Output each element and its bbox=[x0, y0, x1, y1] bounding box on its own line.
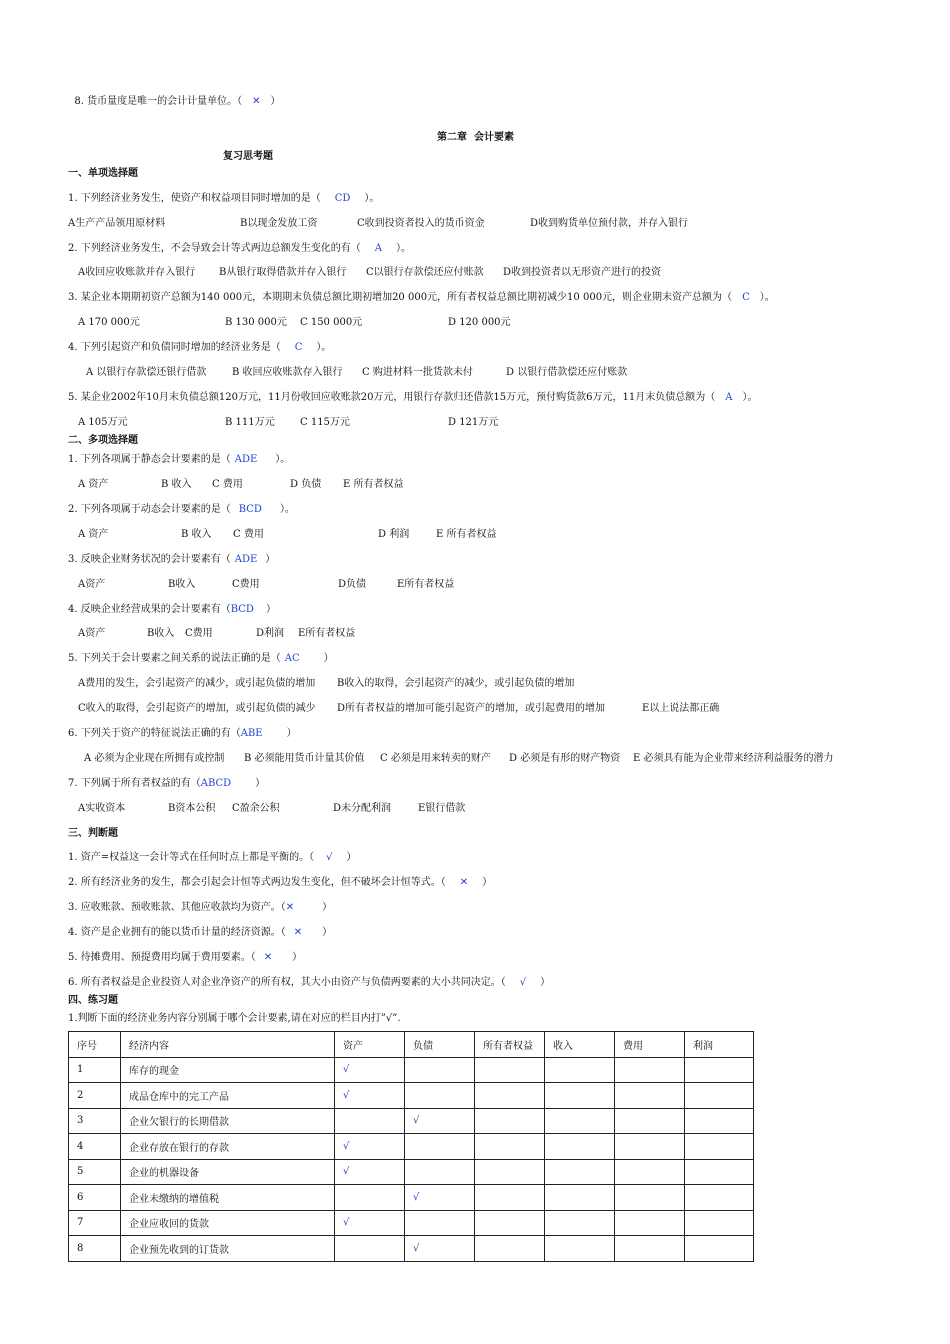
check-cell bbox=[405, 1083, 475, 1109]
answer: ✕ bbox=[263, 952, 273, 963]
header-revenue: 收入 bbox=[545, 1032, 615, 1058]
element-table bbox=[68, 1031, 754, 1262]
question-text: 8. 货币量度是唯一的会计计量单位。（ bbox=[74, 96, 243, 107]
s2-q5-option: C收入的取得，会引起资产的增加，或引起负债的减少 bbox=[78, 703, 316, 714]
question-text: 6. 下列关于资产的特征说法正确的有（ bbox=[68, 728, 241, 739]
check-cell bbox=[405, 1134, 475, 1160]
s2-q7-option: B资本公积 bbox=[168, 803, 216, 814]
row-content: 成品仓库中的完工产品 bbox=[121, 1083, 335, 1109]
question-text: 5. 待摊费用、预提费用均属于费用要素。（ bbox=[68, 952, 256, 963]
s2-q4-option: C费用 bbox=[185, 628, 213, 639]
s2-q1-option: C 费用 bbox=[212, 479, 243, 490]
question-end: ） bbox=[265, 604, 276, 615]
table-row bbox=[69, 1210, 754, 1236]
s2-q5-option: D所有者权益的增加可能引起资产的增加，或引起费用的增加 bbox=[337, 703, 606, 714]
chapter-title: 第二章 会计要素 bbox=[437, 132, 514, 143]
s1-q1-option: D收到购货单位预付款，并存入银行 bbox=[530, 218, 689, 229]
s2-q3-option: B收入 bbox=[168, 579, 196, 590]
check-cell: √ bbox=[335, 1083, 405, 1109]
s1-question-1 bbox=[68, 192, 379, 206]
question-end: ）。 bbox=[759, 292, 775, 303]
check-cell bbox=[545, 1185, 615, 1211]
s1-q2-option: B从银行取得借款并存入银行 bbox=[219, 267, 347, 278]
check-cell bbox=[545, 1159, 615, 1185]
row-number: 7 bbox=[69, 1210, 121, 1236]
answer: ABE bbox=[240, 728, 263, 739]
s1-q5-option: B 111万元 bbox=[225, 417, 275, 428]
question-text: 3. 应收账款、预收账款、其他应收款均为资产。（ bbox=[68, 902, 286, 913]
check-cell: √ bbox=[335, 1159, 405, 1185]
answer: BCD bbox=[230, 604, 254, 615]
answer: ✕ bbox=[459, 877, 469, 888]
s3-question-5 bbox=[68, 951, 302, 965]
check-cell bbox=[685, 1083, 754, 1109]
check-cell bbox=[545, 1057, 615, 1083]
row-number: 2 bbox=[69, 1083, 121, 1109]
s1-q3-option: A 170 000元 bbox=[78, 317, 140, 328]
s2-q7-option: D未分配利润 bbox=[333, 803, 392, 814]
check-cell bbox=[615, 1083, 685, 1109]
s2-q6-option: C 必须是用来转卖的财产 bbox=[380, 753, 491, 764]
check-cell: √ bbox=[405, 1108, 475, 1134]
row-content: 企业应收回的货款 bbox=[121, 1210, 335, 1236]
answer: ADE bbox=[234, 554, 258, 565]
question-end: ）。 bbox=[279, 504, 295, 515]
check-cell bbox=[475, 1236, 545, 1262]
row-content: 企业欠银行的长期借款 bbox=[121, 1108, 335, 1134]
question-end: ） bbox=[323, 653, 334, 664]
answer: ✕ bbox=[285, 902, 295, 913]
s3-question-3 bbox=[68, 901, 332, 915]
s1-q3-option: C 150 000元 bbox=[300, 317, 363, 328]
row-content: 企业未缴纳的增值税 bbox=[121, 1185, 335, 1211]
s2-q5-option: B收入的取得，会引起资产的减少，或引起负债的增加 bbox=[337, 678, 575, 689]
question-end: ） bbox=[270, 96, 281, 107]
table-row bbox=[69, 1083, 754, 1109]
s2-question-1 bbox=[68, 453, 290, 467]
answer: ✕ bbox=[293, 927, 303, 938]
s2-q7-option: C盈余公积 bbox=[232, 803, 280, 814]
s2-question-6 bbox=[68, 727, 297, 741]
s1-q2-option: D收到投资者以无形资产进行的投资 bbox=[503, 267, 662, 278]
check-cell bbox=[615, 1159, 685, 1185]
s2-q2-option: E 所有者权益 bbox=[436, 529, 497, 540]
section-single-choice: 一、单项选择题 bbox=[68, 168, 138, 179]
question-end: ）。 bbox=[395, 243, 411, 254]
s1-q5-option: C 115万元 bbox=[300, 417, 350, 428]
check-cell bbox=[685, 1210, 754, 1236]
check-cell bbox=[335, 1185, 405, 1211]
check-cell bbox=[685, 1134, 754, 1160]
s1-q4-option: B 收回应收账款存入银行 bbox=[232, 367, 343, 378]
header-equity: 所有者权益 bbox=[475, 1032, 545, 1058]
s1-q2-option: C以银行存款偿还应付账款 bbox=[366, 267, 484, 278]
question-text: 4. 资产是企业拥有的能以货币计量的经济资源。（ bbox=[68, 927, 286, 938]
header-no: 序号 bbox=[69, 1032, 121, 1058]
check-cell bbox=[475, 1159, 545, 1185]
s2-q2-option: D 利润 bbox=[378, 529, 410, 540]
s2-q2-option: C 费用 bbox=[233, 529, 264, 540]
row-number: 3 bbox=[69, 1108, 121, 1134]
check-cell bbox=[685, 1236, 754, 1262]
check-cell bbox=[615, 1236, 685, 1262]
table-row bbox=[69, 1108, 754, 1134]
s3-question-6 bbox=[68, 976, 550, 990]
s1-q3-option: D 120 000元 bbox=[448, 317, 511, 328]
s2-q3-option: C费用 bbox=[232, 579, 260, 590]
question-text: 1. 资产=权益这一会计等式在任何时点上都是平衡的。（ bbox=[68, 852, 315, 863]
section-exercise: 四、练习题 bbox=[68, 995, 118, 1006]
s2-q7-option: A实收资本 bbox=[78, 803, 126, 814]
check-cell bbox=[615, 1108, 685, 1134]
row-number: 5 bbox=[69, 1159, 121, 1185]
check-cell bbox=[405, 1057, 475, 1083]
check-cell bbox=[685, 1159, 754, 1185]
s2-q6-option: A 必须为企业现在所拥有或控制 bbox=[84, 753, 225, 764]
s2-q5-option: A费用的发生，会引起资产的减少，或引起负债的增加 bbox=[78, 678, 316, 689]
answer: AC bbox=[284, 653, 300, 664]
table-row bbox=[69, 1159, 754, 1185]
answer: ADE bbox=[234, 454, 258, 465]
check-cell bbox=[615, 1210, 685, 1236]
check-cell: √ bbox=[335, 1057, 405, 1083]
header-content: 经济内容 bbox=[121, 1032, 335, 1058]
check-cell bbox=[545, 1083, 615, 1109]
question-end: ） bbox=[322, 902, 333, 913]
question-end: ） bbox=[292, 952, 303, 963]
header-assets: 资产 bbox=[335, 1032, 405, 1058]
check-cell bbox=[475, 1185, 545, 1211]
answer: √ bbox=[326, 852, 333, 863]
answer: ABCD bbox=[200, 778, 232, 789]
check-cell bbox=[545, 1236, 615, 1262]
check-cell: √ bbox=[335, 1210, 405, 1236]
row-content: 企业存放在银行的存款 bbox=[121, 1134, 335, 1160]
check-cell bbox=[685, 1057, 754, 1083]
check-cell: √ bbox=[335, 1134, 405, 1160]
question-end: ）。 bbox=[275, 454, 291, 465]
question-end: ） bbox=[265, 554, 276, 565]
row-number: 4 bbox=[69, 1134, 121, 1160]
question-text: 5. 下列关于会计要素之间关系的说法正确的是（ bbox=[68, 653, 281, 664]
check-cell bbox=[545, 1210, 615, 1236]
review-title: 复习思考题 bbox=[223, 151, 273, 162]
question-end: ） bbox=[286, 728, 297, 739]
check-cell: √ bbox=[405, 1185, 475, 1211]
s1-q5-option: D 121万元 bbox=[448, 417, 499, 428]
s2-question-2 bbox=[68, 503, 295, 517]
s2-question-7 bbox=[68, 777, 265, 791]
answer: C bbox=[742, 292, 750, 303]
header-liabilities: 负债 bbox=[405, 1032, 475, 1058]
s2-q1-option: A 资产 bbox=[78, 479, 109, 490]
check-cell bbox=[475, 1083, 545, 1109]
s2-q1-option: B 收入 bbox=[161, 479, 192, 490]
s1-q1-option: A生产产品领用原材料 bbox=[68, 218, 166, 229]
question-text: 1. 下列各项属于静态会计要素的是（ bbox=[68, 454, 231, 465]
question-text: 4. 反映企业经营成果的会计要素有（ bbox=[68, 604, 231, 615]
answer: CD bbox=[334, 193, 351, 204]
question-end: ） bbox=[482, 877, 493, 888]
s1-q4-option: A 以银行存款偿还银行借款 bbox=[86, 367, 207, 378]
question-end: ）。 bbox=[742, 392, 758, 403]
s2-q6-option: D 必须是有形的财产物资 bbox=[509, 753, 621, 764]
s1-q5-option: A 105万元 bbox=[78, 417, 128, 428]
s2-q4-option: B收入 bbox=[147, 628, 175, 639]
exercise-intro: 1.判断下面的经济业务内容分别属于哪个会计要素,请在对应的栏目内打”√”. bbox=[68, 1013, 401, 1024]
check-cell bbox=[475, 1057, 545, 1083]
question-8-top bbox=[68, 81, 280, 109]
row-number: 8 bbox=[69, 1236, 121, 1262]
s1-q4-option: C 购进材料一批货款未付 bbox=[362, 367, 473, 378]
s2-q5-option: E以上说法都正确 bbox=[642, 703, 720, 714]
s2-q1-option: D 负债 bbox=[290, 479, 322, 490]
s3-question-2 bbox=[68, 876, 492, 890]
s2-q3-option: A资产 bbox=[78, 579, 106, 590]
row-content: 企业的机器设备 bbox=[121, 1159, 335, 1185]
row-number: 6 bbox=[69, 1185, 121, 1211]
answer: A bbox=[374, 243, 382, 254]
s2-q6-option: B 必须能用货币计量其价值 bbox=[244, 753, 365, 764]
table-row bbox=[69, 1134, 754, 1160]
check-cell bbox=[615, 1134, 685, 1160]
answer: BCD bbox=[238, 504, 262, 515]
check-cell bbox=[475, 1210, 545, 1236]
question-end: ） bbox=[346, 852, 357, 863]
check-cell bbox=[405, 1210, 475, 1236]
s2-q6-option: E 必须具有能为企业带来经济利益服务的潜力 bbox=[633, 753, 834, 764]
answer: A bbox=[725, 392, 733, 403]
row-content: 库存的现金 bbox=[121, 1057, 335, 1083]
s2-question-5 bbox=[68, 652, 334, 666]
question-end: ） bbox=[255, 778, 266, 789]
s1-q4-option: D 以银行借款偿还应付账款 bbox=[506, 367, 628, 378]
check-cell bbox=[615, 1185, 685, 1211]
s1-q3-option: B 130 000元 bbox=[225, 317, 287, 328]
s1-q2-option: A收回应收账款并存入银行 bbox=[78, 267, 196, 278]
s2-q7-option: E银行借款 bbox=[418, 803, 466, 814]
section-true-false: 三、判断题 bbox=[68, 828, 118, 839]
s2-q1-option: E 所有者权益 bbox=[343, 479, 404, 490]
question-text: 1. 下列经济业务发生，使资产和权益项目同时增加的是（ bbox=[68, 193, 321, 204]
answer: ✕ bbox=[252, 96, 261, 107]
s1-question-3 bbox=[68, 291, 775, 305]
check-cell bbox=[475, 1108, 545, 1134]
s2-question-3 bbox=[68, 553, 275, 567]
header-profit: 利润 bbox=[685, 1032, 754, 1058]
table-header-row bbox=[69, 1032, 754, 1058]
question-end: ）。 bbox=[364, 193, 380, 204]
check-cell bbox=[685, 1185, 754, 1211]
s2-q4-option: D利润 bbox=[256, 628, 285, 639]
row-number: 1 bbox=[69, 1057, 121, 1083]
header-expense: 费用 bbox=[615, 1032, 685, 1058]
check-cell bbox=[335, 1108, 405, 1134]
s2-q2-option: B 收入 bbox=[181, 529, 212, 540]
question-text: 6. 所有者权益是企业投资人对企业净资产的所有权，其大小由资产与负债两要素的大小共同决定。（ bbox=[68, 977, 506, 988]
s3-question-4 bbox=[68, 926, 332, 940]
s3-question-1 bbox=[68, 851, 356, 865]
question-text: 2. 下列经济业务发生，不会导致会计等式两边总额发生变化的有（ bbox=[68, 243, 361, 254]
section-multiple-choice: 二、多项选择题 bbox=[68, 435, 138, 446]
question-text: 5. 某企业2002年10月末负债总额120万元，11月份收回应收账款20万元，用银行存款归还借款15万元，预付购货款6万元，11月末负债总额为（ bbox=[68, 392, 716, 403]
question-text: 2. 所有经济业务的发生，都会引起会计恒等式两边发生变化，但不破坏会计恒等式。（ bbox=[68, 877, 446, 888]
s1-question-2 bbox=[68, 242, 411, 256]
s1-question-5 bbox=[68, 391, 757, 405]
check-cell bbox=[405, 1159, 475, 1185]
question-text: 3. 某企业本期期初资产总额为140 000元，本期期末负债总额比期初增加20 000元，所有者权益总额比期初减少10 000元，则企业期末资产总额为（ bbox=[68, 292, 733, 303]
s1-q1-option: B以现金发放工资 bbox=[240, 218, 318, 229]
check-cell: √ bbox=[405, 1236, 475, 1262]
s2-q2-option: A 资产 bbox=[78, 529, 109, 540]
s2-question-4 bbox=[68, 603, 276, 617]
row-content: 企业预先收到的订货款 bbox=[121, 1236, 335, 1262]
question-text: 3. 反映企业财务状况的会计要素有（ bbox=[68, 554, 231, 565]
answer: C bbox=[294, 342, 303, 353]
table-row bbox=[69, 1185, 754, 1211]
check-cell bbox=[545, 1134, 615, 1160]
check-cell bbox=[475, 1134, 545, 1160]
table-row bbox=[69, 1057, 754, 1083]
check-cell bbox=[335, 1236, 405, 1262]
check-cell bbox=[615, 1057, 685, 1083]
question-end: ） bbox=[322, 927, 333, 938]
s2-q3-option: D负债 bbox=[338, 579, 367, 590]
question-text: 2. 下列各项属于动态会计要素的是（ bbox=[68, 504, 231, 515]
s1-question-4 bbox=[68, 341, 331, 355]
s2-q4-option: A资产 bbox=[78, 628, 106, 639]
question-text: 7. 下列属于所有者权益的有（ bbox=[68, 778, 201, 789]
s2-q3-option: E所有者权益 bbox=[397, 579, 455, 590]
answer: √ bbox=[519, 977, 527, 988]
question-end: ）。 bbox=[316, 342, 332, 353]
check-cell bbox=[545, 1108, 615, 1134]
question-end: ） bbox=[540, 977, 551, 988]
s2-q4-option: E所有者权益 bbox=[298, 628, 356, 639]
check-cell bbox=[685, 1108, 754, 1134]
question-text: 4. 下列引起资产和负债同时增加的经济业务是（ bbox=[68, 342, 281, 353]
table-row bbox=[69, 1236, 754, 1262]
s1-q1-option: C收到投资者投入的货币资金 bbox=[357, 218, 485, 229]
